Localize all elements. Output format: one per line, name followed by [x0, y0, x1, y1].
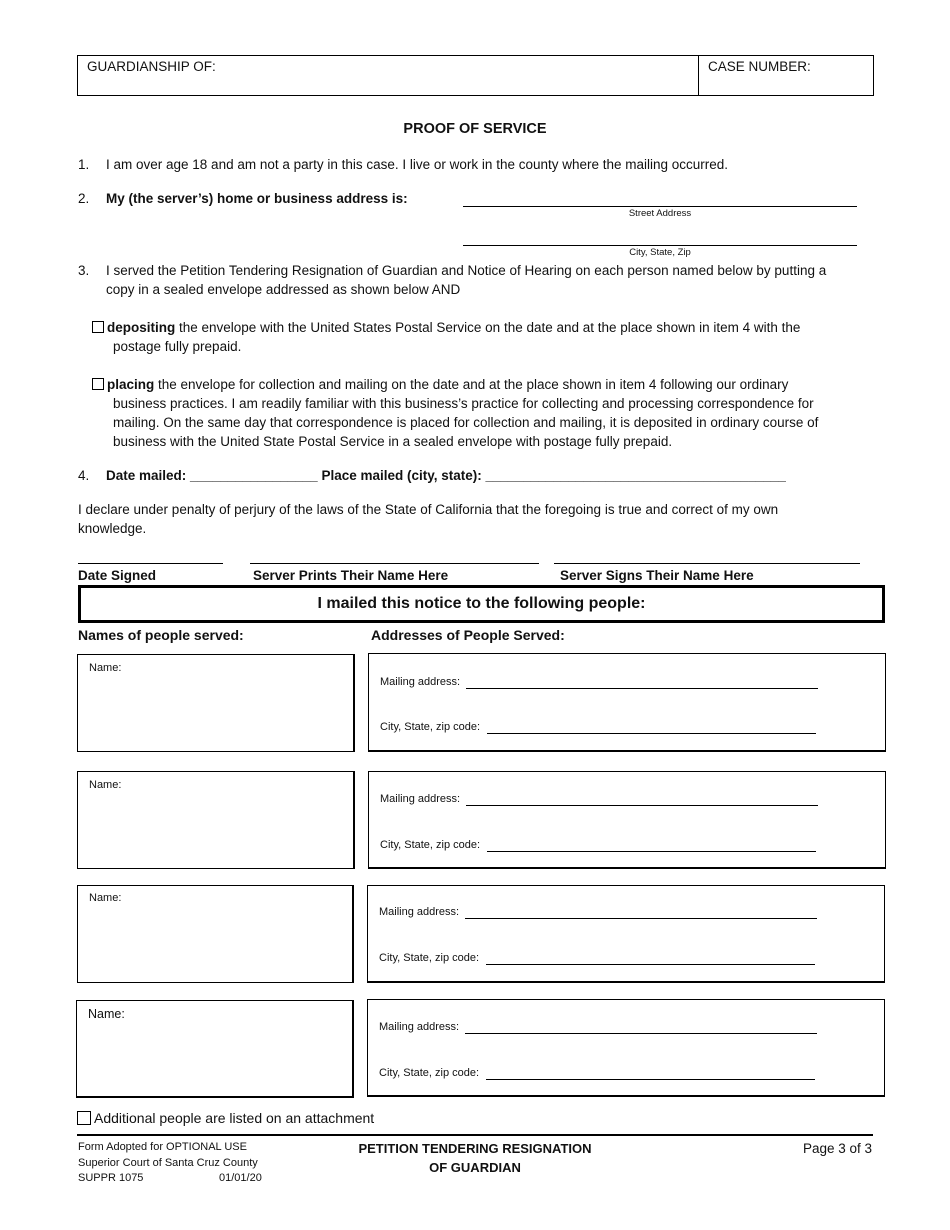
street-address-caption: Street Address — [628, 208, 692, 219]
mailed-notice-banner — [78, 585, 885, 623]
placing-line-4: business with the United State Postal Service in a sealed envelope with postage fully prepaid. — [113, 434, 673, 449]
footer-form-adopted: Form Adopted for OPTIONAL USE — [78, 1141, 247, 1153]
server-print-name-line[interactable] — [250, 563, 539, 564]
guardianship-of-field[interactable]: GUARDIANSHIP OF: — [87, 59, 216, 74]
placing-line-1: the envelope for collection and mailing on the date and at the place shown in item 4 following our ordinary — [154, 377, 789, 392]
footer-rule — [77, 1134, 873, 1136]
person-2-address-box — [368, 771, 886, 869]
person-2-mailing-label: Mailing address: — [380, 793, 461, 805]
caption-divider — [698, 55, 699, 96]
person-1-city-line[interactable] — [487, 733, 816, 734]
item-3-line-2: copy in a sealed envelope addressed as shown below AND — [106, 282, 461, 297]
declaration-line-1: I declare under penalty of perjury of the laws of the State of California that the foregoing is true and correct of my own — [78, 502, 779, 517]
place-mailed-label: Place mailed (city, state): — [321, 468, 482, 483]
item-2-number: 2. — [78, 191, 90, 206]
item-4-number: 4. — [78, 468, 90, 483]
page-number: Page 3 of 3 — [802, 1141, 872, 1156]
person-1-name-label: Name: — [89, 662, 122, 674]
additional-people-checkbox[interactable] — [77, 1111, 91, 1125]
mailed-notice-text: I mailed this notice to the following people: — [317, 595, 646, 612]
person-3-address-box — [367, 885, 885, 983]
person-4-address-box — [367, 999, 885, 1097]
depositing-line-2: postage fully prepaid. — [113, 339, 242, 354]
names-served-header: Names of people served: — [78, 627, 244, 643]
person-4-city-line[interactable] — [486, 1079, 815, 1080]
footer-doc-title-line-2: OF GUARDIAN — [429, 1160, 521, 1175]
item-1-number: 1. — [78, 157, 90, 172]
placing-bold: placing — [107, 377, 155, 392]
item-4-line — [106, 466, 786, 485]
date-mailed-field[interactable]: _________________ — [190, 468, 318, 483]
footer-form-date: 01/01/20 — [219, 1172, 262, 1184]
page-title: PROOF OF SERVICE — [403, 121, 547, 137]
city-state-zip-line[interactable] — [463, 245, 857, 246]
additional-people-option — [77, 1110, 374, 1126]
item-1-text: I am over age 18 and am not a party in this case. I live or work in the county where the mailing occurred. — [106, 157, 729, 172]
person-4-mailing-label: Mailing address: — [379, 1021, 460, 1033]
person-2-mailing-line[interactable] — [466, 805, 818, 806]
person-3-mailing-label: Mailing address: — [379, 906, 460, 918]
depositing-line-1: the envelope with the United States Postal Service on the date and at the place shown in item 4 with the — [175, 320, 801, 335]
footer-form-number: SUPPR 1075 — [78, 1172, 144, 1184]
person-2-city-label: City, State, zip code: — [380, 839, 481, 851]
case-number-field[interactable]: CASE NUMBER: — [708, 59, 811, 74]
person-4-mailing-line[interactable] — [465, 1033, 817, 1034]
footer-doc-title-line-1: PETITION TENDERING RESIGNATION — [358, 1141, 592, 1156]
person-4-city-label: City, State, zip code: — [379, 1067, 480, 1079]
person-3-name-label: Name: — [89, 892, 122, 904]
server-signature-line[interactable] — [554, 563, 860, 564]
additional-people-text: Additional people are listed on an attachment — [94, 1110, 375, 1126]
person-1-mailing-line[interactable] — [466, 688, 818, 689]
date-mailed-label: Date mailed: — [106, 468, 187, 483]
person-3-city-line[interactable] — [486, 964, 815, 965]
person-1-mailing-label: Mailing address: — [380, 676, 461, 688]
person-3-city-label: City, State, zip code: — [379, 952, 480, 964]
person-1-city-label: City, State, zip code: — [380, 721, 481, 733]
depositing-option — [92, 318, 800, 337]
city-state-zip-caption: City, State, Zip — [629, 247, 691, 258]
footer-court: Superior Court of Santa Cruz County — [78, 1157, 258, 1169]
depositing-bold: depositing — [107, 320, 176, 335]
placing-line-3: mailing. On the same day that correspondence is placed for collection and mailing, it is deposited in ordinary course of — [113, 415, 819, 430]
person-2-name-label: Name: — [89, 779, 122, 791]
person-4-name-label: Name: — [88, 1007, 125, 1021]
placing-checkbox[interactable] — [92, 378, 104, 390]
date-signed-line[interactable] — [78, 563, 223, 564]
place-mailed-field[interactable]: ________________________________________ — [485, 468, 786, 483]
server-signs-label: Server Signs Their Name Here — [560, 568, 754, 583]
street-address-line[interactable] — [463, 206, 857, 207]
person-3-mailing-line[interactable] — [465, 918, 817, 919]
person-2-city-line[interactable] — [487, 851, 816, 852]
item-2-text: My (the server’s) home or business address is: — [106, 191, 408, 206]
addresses-served-header: Addresses of People Served: — [371, 627, 565, 643]
item-3-number: 3. — [78, 263, 90, 278]
placing-line-2: business practices. I am readily familiar with this business’s practice for collecting and processing correspondence for — [113, 396, 814, 411]
server-prints-label: Server Prints Their Name Here — [253, 568, 449, 583]
date-signed-label: Date Signed — [78, 568, 157, 583]
depositing-checkbox[interactable] — [92, 321, 104, 333]
person-1-address-box — [368, 653, 886, 752]
item-3-line-1: I served the Petition Tendering Resignation of Guardian and Notice of Hearing on each person named below by putting a — [106, 263, 827, 278]
placing-option — [92, 375, 788, 394]
declaration-line-2: knowledge. — [78, 521, 147, 536]
